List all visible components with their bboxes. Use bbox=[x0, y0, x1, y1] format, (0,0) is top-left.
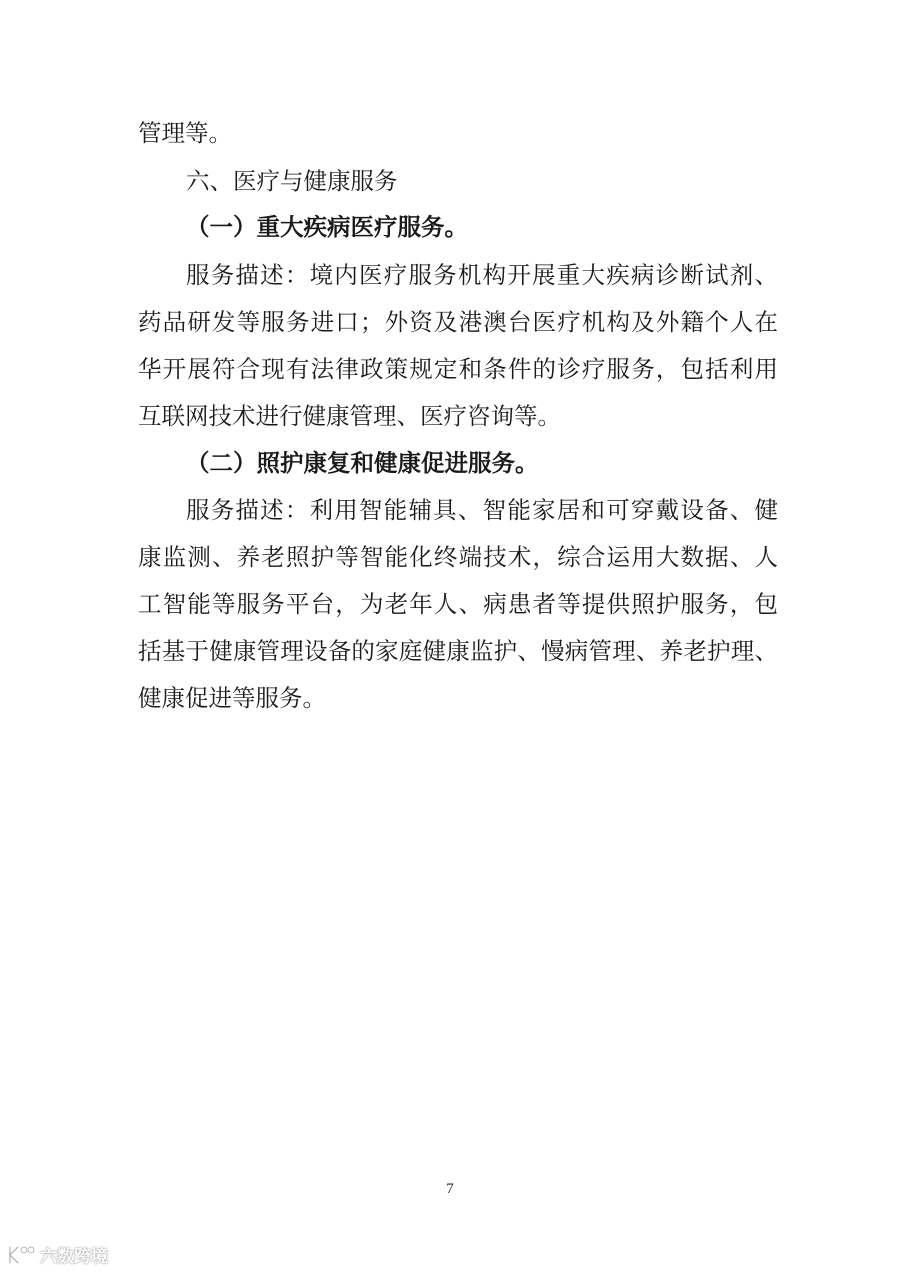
paragraph-line: 康监测、养老照护等智能化终端技术，综合运用大数据、人 bbox=[138, 543, 778, 571]
watermark-text: 六数跨境 bbox=[40, 1247, 108, 1267]
paragraph-line: 括基于健康管理设备的家庭健康监护、慢病管理、养老护理、 bbox=[138, 637, 778, 665]
paragraph-line: 互联网技术进行健康管理、医疗咨询等。 bbox=[138, 402, 561, 430]
section-heading: 六、医疗与健康服务 bbox=[186, 167, 398, 195]
paragraph-line: 服务描述：境内医疗服务机构开展重大疾病诊断试剂、 bbox=[186, 261, 778, 289]
paragraph-line: 管理等。 bbox=[138, 119, 232, 147]
page-number: 7 bbox=[446, 1181, 454, 1197]
paragraph-line: 工智能等服务平台，为老年人、病患者等提供照护服务，包 bbox=[138, 590, 778, 618]
k-logo-icon bbox=[6, 1244, 36, 1266]
subsection-heading: （一）重大疾病医疗服务。 bbox=[186, 213, 468, 241]
paragraph-line: 药品研发等服务进口；外资及港澳台医疗机构及外籍个人在 bbox=[138, 308, 778, 336]
subsection-heading: （二）照护康复和健康促进服务。 bbox=[186, 449, 539, 477]
paragraph-line: 健康促进等服务。 bbox=[138, 684, 326, 712]
paragraph-line: 华开展符合现有法律政策规定和条件的诊疗服务，包括利用 bbox=[138, 355, 778, 383]
paragraph-line: 服务描述：利用智能辅具、智能家居和可穿戴设备、健 bbox=[186, 496, 778, 524]
watermark bbox=[6, 1242, 108, 1267]
